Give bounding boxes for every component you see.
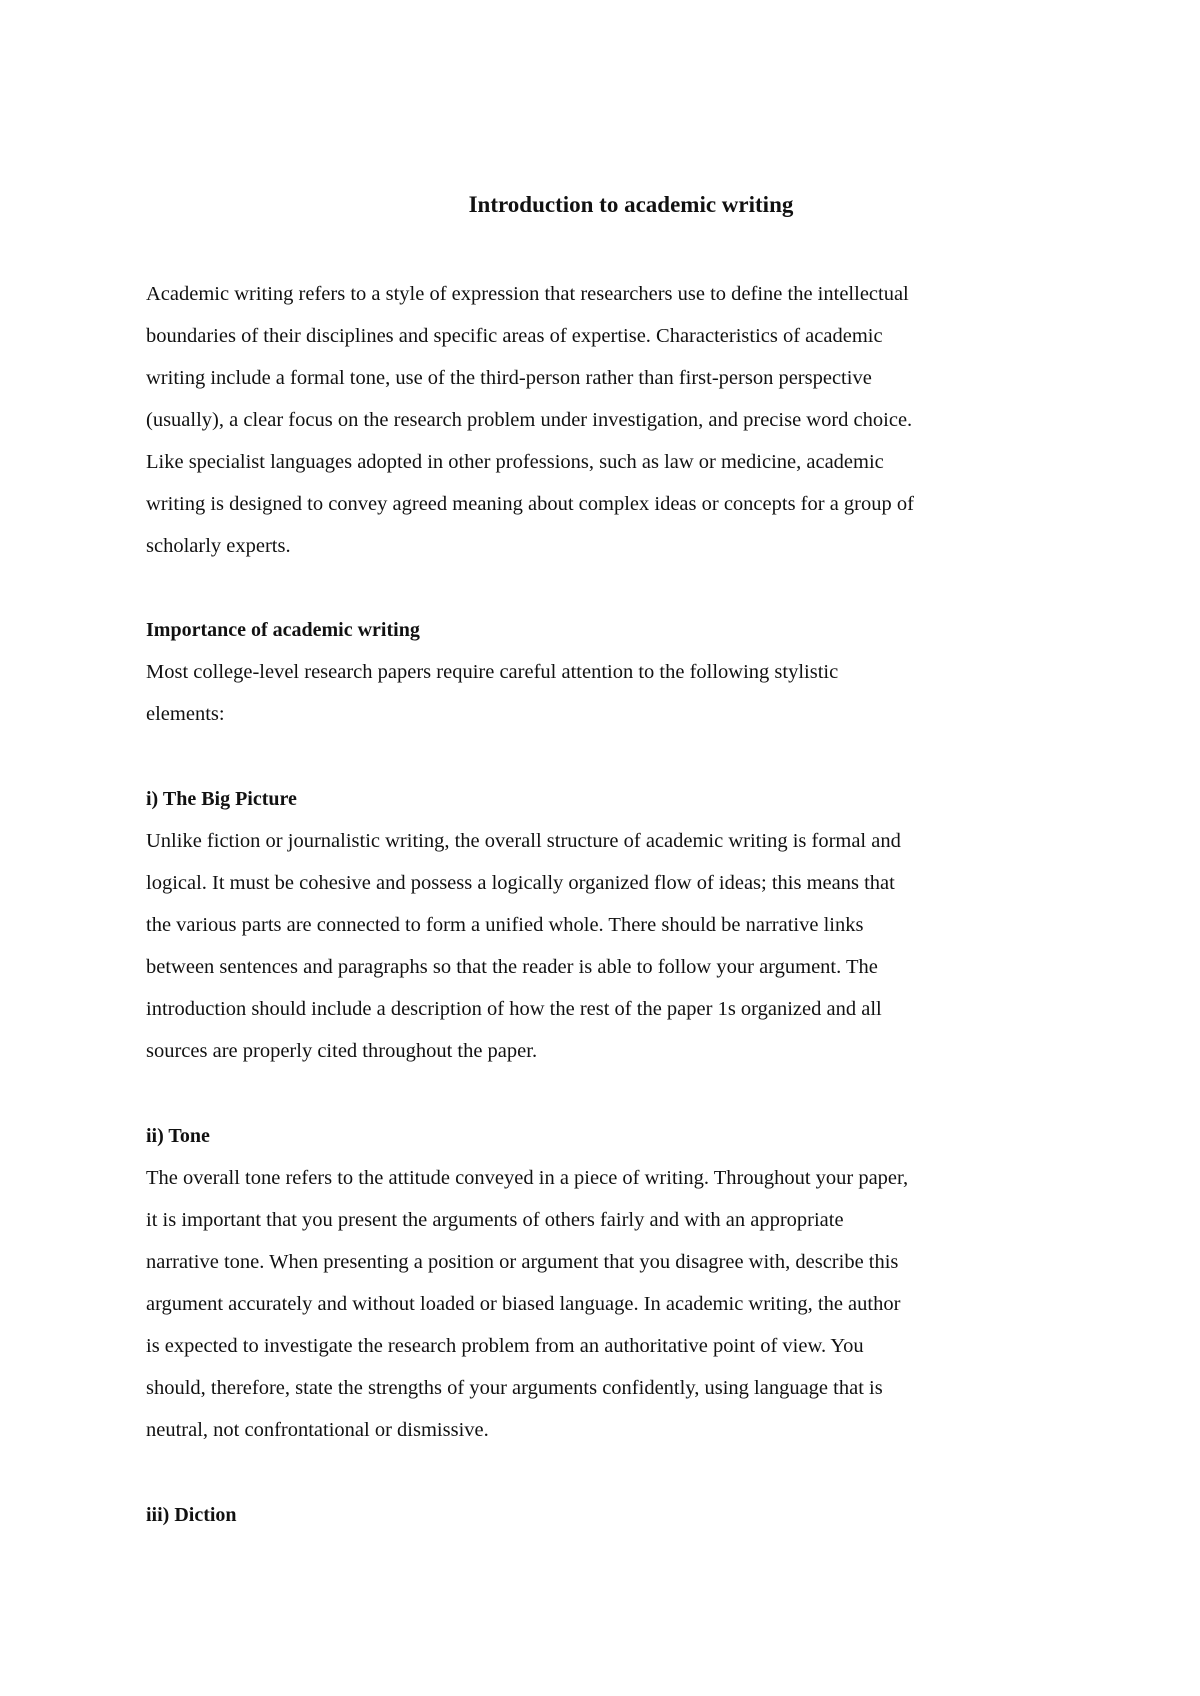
section-heading: Importance of academic writing: [146, 619, 420, 641]
diction-section: [146, 1494, 237, 1536]
paragraph-line: Like specialist languages adopted in other professions, such as law or medicine, academic: [146, 451, 884, 473]
paragraph-line: Unlike fiction or journalistic writing, the overall structure of academic writing is formal and: [146, 830, 901, 852]
paragraph-line: introduction should include a description of how the rest of the paper 1s organized and all: [146, 998, 882, 1020]
paragraph-line: Most college-level research papers require careful attention to the following stylistic: [146, 661, 839, 683]
document-title: Introduction to academic writing: [468, 192, 794, 217]
paragraph-line: logical. It must be cohesive and possess a logically organized flow of ideas; this means that: [146, 872, 895, 894]
paragraph-line: The overall tone refers to the attitude conveyed in a piece of writing. Throughout your paper,: [146, 1167, 909, 1189]
paragraph-line: (usually), a clear focus on the research problem under investigation, and precise word choice.: [146, 409, 913, 431]
paragraph-line: should, therefore, state the strengths of your arguments confidently, using language that is: [146, 1377, 883, 1399]
paragraph-line: Academic writing refers to a style of expression that researchers use to define the intellectual: [146, 283, 909, 305]
paragraph-line: narrative tone. When presenting a position or argument that you disagree with, describe this: [146, 1251, 899, 1273]
tone-section: [146, 1115, 908, 1451]
paragraph-line: elements:: [146, 703, 225, 725]
paragraph-line: writing include a formal tone, use of the third-person rather than first-person perspective: [146, 367, 872, 389]
paragraph-line: is expected to investigate the research problem from an authoritative point of view. You: [146, 1335, 864, 1357]
paragraph-line: scholarly experts.: [146, 535, 291, 557]
section-heading: i) The Big Picture: [146, 788, 297, 810]
section-heading: ii) Tone: [146, 1125, 210, 1147]
paragraph-line: it is important that you present the arguments of others fairly and with an appropriate: [146, 1209, 844, 1231]
paragraph-line: boundaries of their disciplines and specific areas of expertise. Characteristics of academic: [146, 325, 883, 347]
importance-section: [146, 609, 838, 735]
paragraph-line: writing is designed to convey agreed meaning about complex ideas or concepts for a group of: [146, 493, 914, 515]
paragraph-line: between sentences and paragraphs so that the reader is able to follow your argument. The: [146, 956, 878, 978]
section-heading: iii) Diction: [146, 1504, 237, 1526]
paragraph-line: sources are properly cited throughout the paper.: [146, 1040, 538, 1062]
paragraph-line: neutral, not confrontational or dismissive.: [146, 1419, 489, 1441]
intro-paragraph: [146, 273, 914, 567]
big-picture-section: [146, 778, 901, 1072]
paragraph-line: argument accurately and without loaded or biased language. In academic writing, the author: [146, 1293, 901, 1315]
paragraph-line: the various parts are connected to form a unified whole. There should be narrative links: [146, 914, 864, 936]
